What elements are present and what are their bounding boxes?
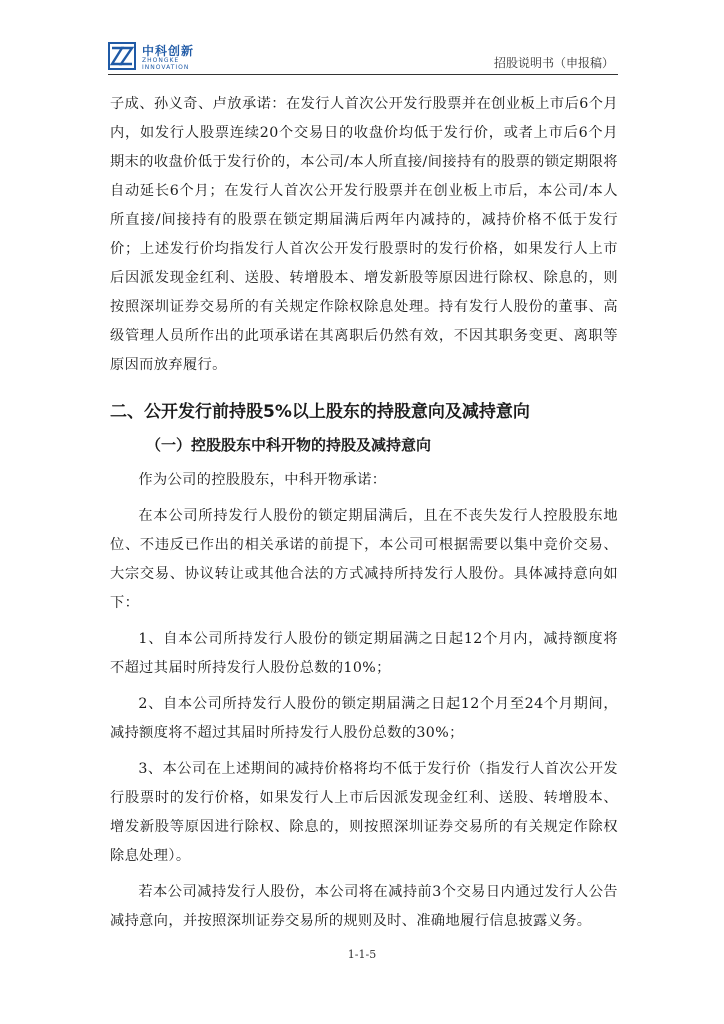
paragraph-reduction-intent: 在本公司所持发行人股份的锁定期届满后，且在不丧失发行人控股股东地位、不违反已作出的相关承诺的前提下，本公司可根据需要以集中竞价交易、大宗交易、协议转让或其他合法的方式减持所持发行人股份。具体减持意向如下： [110, 508, 618, 611]
section-heading: 二、公开发行前持股5%以上股东的持股意向及减持意向 [110, 402, 530, 422]
logo-english-text-1: ZHONGKE [142, 57, 180, 64]
zhongke-logo-icon [108, 42, 136, 70]
list-item-2: 2、自本公司所持发行人股份的锁定期届满之日起12个月至24个月期间，减持额度将不超过其届时所持发行人股份总数的30%； [110, 696, 618, 741]
logo-english-text-2: INNOVATION [142, 64, 190, 71]
page-header [108, 40, 618, 75]
list-item-3: 3、本公司在上述期间的减持价格将均不低于发行价（指发行人首次公开发行股票时的发行价格，如果发行人上市后因派发现金红利、送股、转增股本、增发新股等原因进行除权、除息的，则按照深圳证券交易所的有关规定作除权除息处理）。 [110, 761, 618, 864]
document-type: 招股说明书（申报稿） [493, 56, 614, 70]
company-logo [108, 42, 208, 72]
list-item-1: 1、自本公司所持发行人股份的锁定期届满之日起12个月内，减持额度将不超过其届时所持发行人股份总数的10%； [110, 631, 618, 676]
logo-chinese-text: 中科创新 [142, 44, 195, 58]
subsection-heading: （一）控股股东中科开物的持股及减持意向 [146, 436, 432, 454]
page-number: 1-1-5 [347, 948, 377, 961]
paragraph-commitment-continued: 子成、孙义奇、卢放承诺：在发行人首次公开发行股票并在创业板上市后6个月内，如发行人股票连续20个交易日的收盘价均低于发行价，或者上市后6个月期末的收盘价低于发行价的，本公司/本人所直接/间接持有的股票的锁定期限将自动延长6个月；在发行人首次公开发行股票并在创业板上市后，本公司/本人所直接/间接持有的股票在锁定期届满后两年内减持的，减持价格不低于发行价；上述发行价均指发行人首次公开发行股票时的发行价格，如果发行人上市后因派发现金红利、送股、转增股本、增发新股等原因进行除权、除息的，则按照深圳证券交易所的有关规定作除权除息处理。持有发行人股份的董事、高级管理人员所作出的此项承诺在其离职后仍然有效，不因其职务变更、离职等原因而放弃履行。 [110, 96, 618, 373]
page-content [110, 90, 618, 936]
paragraph-intro: 作为公司的控股股东，中科开物承诺： [138, 472, 387, 488]
paragraph-disclosure: 若本公司减持发行人股份，本公司将在减持前3个交易日内通过发行人公告减持意向，并按照深圳证券交易所的规则及时、准确地履行信息披露义务。 [110, 884, 618, 929]
